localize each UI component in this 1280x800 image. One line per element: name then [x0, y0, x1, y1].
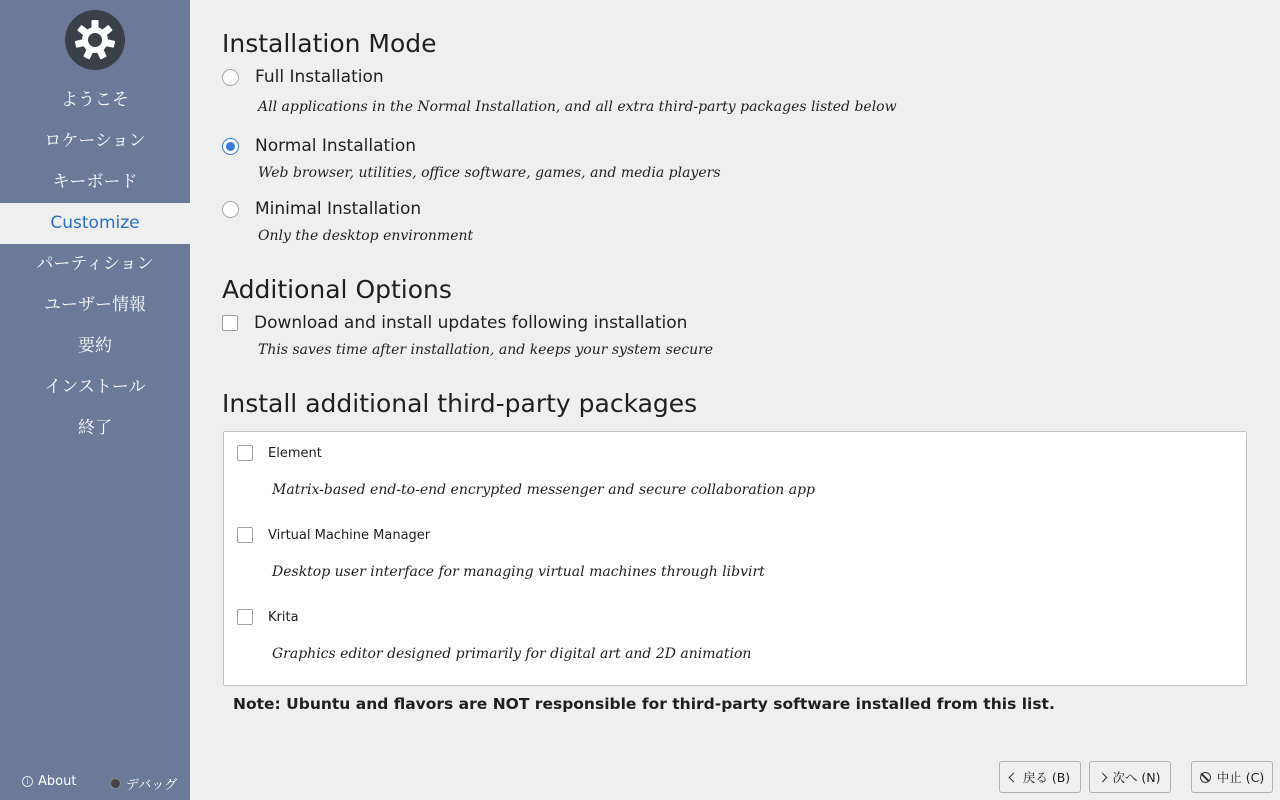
option-label: Normal Installation	[255, 136, 417, 156]
kubuntu-logo-icon	[65, 10, 125, 70]
info-icon: i	[22, 776, 33, 787]
package-description: Graphics editor designed primarily for digital art and 2D animation	[272, 646, 752, 662]
package-name: Element	[268, 445, 322, 461]
option-minimal-installation[interactable]	[222, 199, 421, 219]
package-virtual-machine-manager[interactable]	[237, 527, 430, 543]
next-label: 次へ (N)	[1112, 770, 1161, 785]
debug-button[interactable]	[110, 774, 177, 793]
chevron-left-icon	[1008, 772, 1018, 782]
sidebar-item-install: インストール	[44, 377, 146, 397]
checkbox-krita[interactable]	[237, 609, 253, 625]
main-content	[190, 0, 1280, 800]
radio-full-installation[interactable]	[222, 69, 239, 86]
next-button[interactable]	[1089, 761, 1171, 793]
third-party-package-list	[223, 431, 1247, 686]
checkbox-download-updates[interactable]	[222, 315, 238, 331]
chevron-right-icon	[1098, 772, 1108, 782]
sidebar-item-summary: 要約	[78, 336, 112, 356]
package-name: Virtual Machine Manager	[268, 527, 431, 543]
back-button[interactable]	[999, 761, 1081, 793]
sidebar-item-location: ロケーション	[44, 131, 146, 151]
sidebar-item-finish: 終了	[78, 418, 112, 438]
third-party-title: Install additional third-party packages	[222, 389, 698, 418]
about-button[interactable]	[22, 774, 76, 789]
option-normal-installation[interactable]	[222, 136, 416, 156]
sidebar-item-partition: パーティション	[36, 254, 154, 274]
option-label: Minimal Installation	[255, 199, 422, 219]
sidebar-item-customize: Customize	[0, 203, 190, 244]
sidebar-item-users: ユーザー情報	[44, 295, 146, 315]
package-description: Matrix-based end-to-end encrypted messenger and secure collaboration app	[272, 482, 815, 498]
debug-label: デバッグ	[126, 778, 178, 793]
option-description: All applications in the Normal Installation, and all extra third-party packages listed below	[258, 99, 897, 115]
sidebar-item-welcome: ようこそ	[61, 90, 129, 110]
package-element[interactable]	[237, 445, 322, 461]
cancel-button[interactable]	[1191, 761, 1273, 793]
option-download-updates[interactable]	[222, 313, 687, 333]
option-full-installation[interactable]	[222, 67, 384, 87]
third-party-note: Note: Ubuntu and flavors are NOT responsible for third-party software installed from this list.	[233, 695, 1055, 713]
option-description: Web browser, utilities, office software, games, and media players	[258, 165, 721, 181]
option-description: Only the desktop environment	[258, 228, 474, 244]
package-krita[interactable]	[237, 609, 299, 625]
radio-normal-installation[interactable]	[222, 138, 239, 155]
package-name: Krita	[268, 609, 299, 625]
installation-mode-title: Installation Mode	[222, 29, 437, 58]
sidebar-footer	[0, 774, 190, 792]
checkbox-element[interactable]	[237, 445, 253, 461]
radio-minimal-installation[interactable]	[222, 201, 239, 218]
about-label: About	[38, 774, 77, 789]
option-label: Download and install updates following installation	[254, 313, 688, 333]
cancel-label: 中止 (C)	[1216, 770, 1265, 785]
checkbox-virtual-machine-manager[interactable]	[237, 527, 253, 543]
sidebar-item-keyboard: キーボード	[52, 172, 138, 192]
back-label: 戻る (B)	[1022, 770, 1071, 785]
debug-dot-icon	[110, 778, 121, 789]
option-label: Full Installation	[255, 67, 384, 87]
option-description: This saves time after installation, and keeps your system secure	[258, 342, 714, 358]
cancel-icon	[1200, 772, 1211, 783]
package-description: Desktop user interface for managing virtual machines through libvirt	[272, 564, 765, 580]
additional-options-title: Additional Options	[222, 275, 452, 304]
sidebar	[0, 0, 190, 800]
